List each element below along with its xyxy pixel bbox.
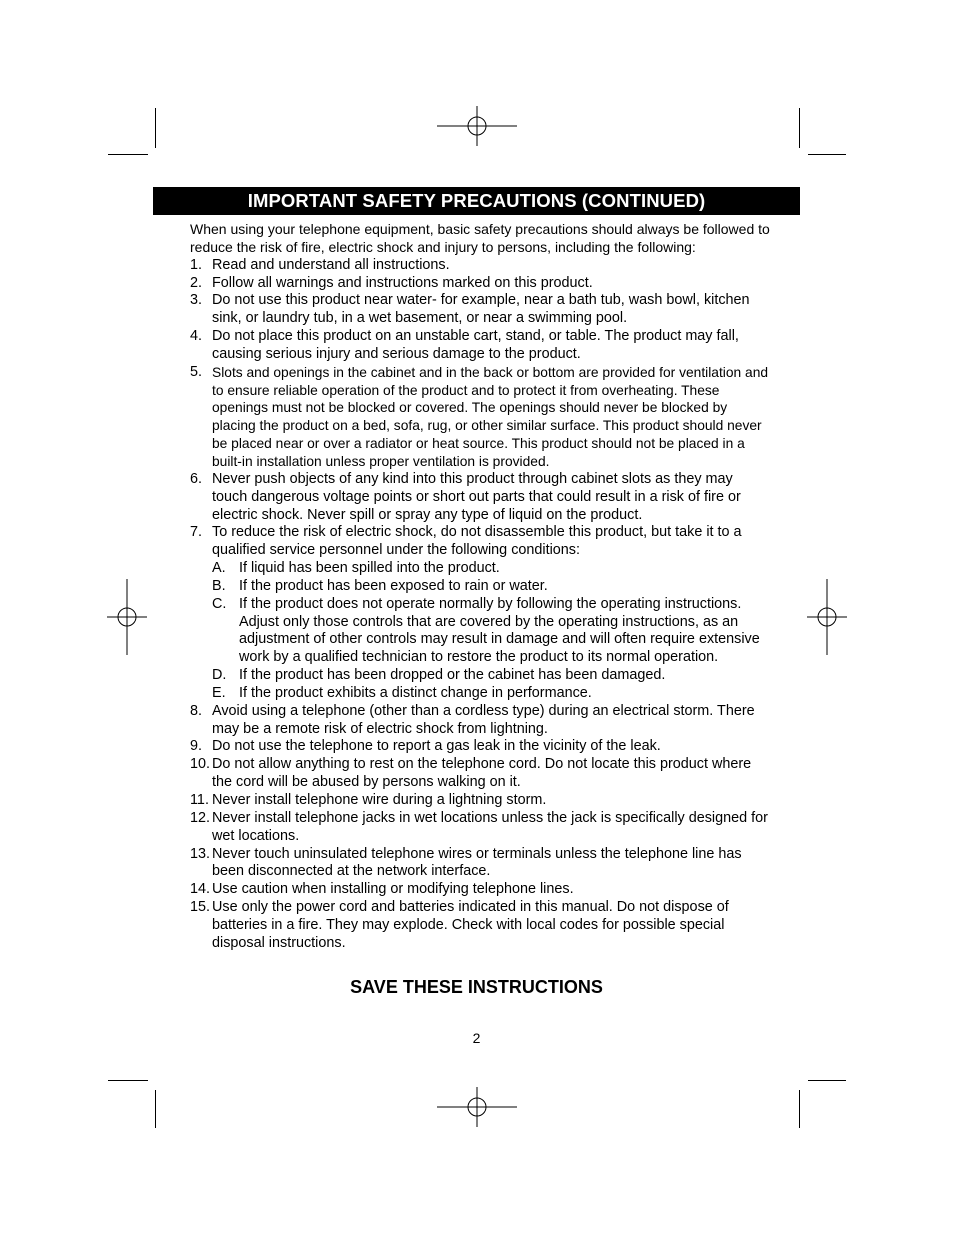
sub-list-item: C. If the product does not operate normally by following the operating instructions. Adjust only those controls that are covered by the operating instructions, as an adjustment of other controls may result in damage and will often require extensive work by a qualified technician to restore the product to its normal operation. bbox=[212, 595, 760, 666]
list-item: 7. To reduce the risk of electric shock, do not disassemble this product, but take it to a qualified service personnel under the following conditions: A. If liquid has been spilled into the product. B. If the product has been exposed to rain or water. C. If the product does not operate normally by following the operating instructions. Adjust only those controls that are covered by the operating instructions, as an adjustment of other controls may result in damage and will often require extensive work by a qualified technician to restore the product to its normal operation. D. If the product has been dropped or the cabinet has been damaged. E. If the product exhibits a distinct change in performance. bbox=[190, 524, 770, 702]
list-item: 10. Do not allow anything to rest on the telephone cord. Do not locate this product where the cord will be abused by persons walking on it. bbox=[190, 756, 752, 791]
crop-mark bbox=[808, 154, 846, 155]
crop-mark bbox=[155, 1090, 156, 1128]
conditions-list bbox=[212, 560, 770, 703]
list-item: 5. Slots and openings in the cabinet and in the back or bottom are provided for ventilation and to ensure reliable operation of the product and to protect it from overheating. These openings must not be blocked or covered. The openings should never be blocked by placing the product on a bed, sofa, rug, or other similar surface. This product should never be placed near or over a radiator or heat source. This product should not be placed in a built-in installation unless proper ventilation is provided. bbox=[190, 363, 769, 469]
registration-mark-icon bbox=[437, 106, 517, 146]
list-item: 8. Avoid using a telephone (other than a cordless type) during an electrical storm. There may be a remote risk of electric shock from lightning. bbox=[190, 702, 755, 737]
sub-list-item: A. If liquid has been spilled into the product. bbox=[212, 560, 500, 577]
crop-mark bbox=[155, 108, 156, 148]
sub-list-item: B. If the product has been exposed to rain or water. bbox=[212, 577, 548, 594]
section-title: IMPORTANT SAFETY PRECAUTIONS (CONTINUED) bbox=[153, 187, 800, 215]
registration-mark-icon bbox=[107, 579, 147, 655]
list-item: 11. Never install telephone wire during a lightning storm. bbox=[190, 792, 547, 808]
sub-list-item: D. If the product has been dropped or the cabinet has been damaged. bbox=[212, 667, 666, 684]
list-item: 6. Never push objects of any kind into this product through cabinet slots as they may touch dangerous voltage points or short out parts that could result in a risk of fire or electric shock. Never spill or spray any type of liquid on the product. bbox=[190, 470, 741, 523]
body-text bbox=[190, 221, 770, 953]
list-item: 1. Read and understand all instructions. bbox=[190, 256, 450, 273]
crop-mark bbox=[108, 154, 148, 155]
list-item: 15. Use only the power cord and batteries indicated in this manual. Do not dispose of batteries in a fire. They may explode. Check with local codes for possible special disposal instructions. bbox=[190, 899, 729, 951]
list-item: 2. Follow all warnings and instructions marked on this product. bbox=[190, 274, 593, 291]
crop-mark bbox=[799, 1090, 800, 1128]
registration-mark-icon bbox=[437, 1087, 517, 1127]
crop-mark bbox=[808, 1080, 846, 1081]
crop-mark bbox=[799, 108, 800, 148]
crop-mark bbox=[108, 1080, 148, 1081]
intro-paragraph: When using your telephone equipment, basic safety precautions should always be followed to reduce the risk of fire, electric shock and injury to persons, including the following: bbox=[190, 221, 770, 255]
list-item: 9. Do not use the telephone to report a gas leak in the vicinity of the leak. bbox=[190, 738, 661, 755]
list-item: 14. Use caution when installing or modifying telephone lines. bbox=[190, 881, 574, 898]
list-item: 3. Do not use this product near water- for example, near a bath tub, wash bowl, kitchen sink, or laundry tub, in a wet basement, or near a swimming pool. bbox=[190, 292, 750, 327]
sub-list-item: E. If the product exhibits a distinct change in performance. bbox=[212, 684, 592, 701]
list-item: 4. Do not place this product on an unstable cart, stand, or table. The product may fall, causing serious injury and serious damage to the product. bbox=[190, 328, 739, 362]
save-instructions-heading: SAVE THESE INSTRUCTIONS bbox=[350, 977, 603, 997]
precautions-list bbox=[190, 257, 770, 953]
registration-mark-icon bbox=[807, 579, 847, 655]
page-number: 2 bbox=[472, 1030, 481, 1046]
list-item: 12. Never install telephone jacks in wet locations unless the jack is specifically designed for wet locations. bbox=[190, 809, 768, 844]
list-item: 13. Never touch uninsulated telephone wires or terminals unless the telephone line has been disconnected at the network interface. bbox=[190, 845, 742, 880]
